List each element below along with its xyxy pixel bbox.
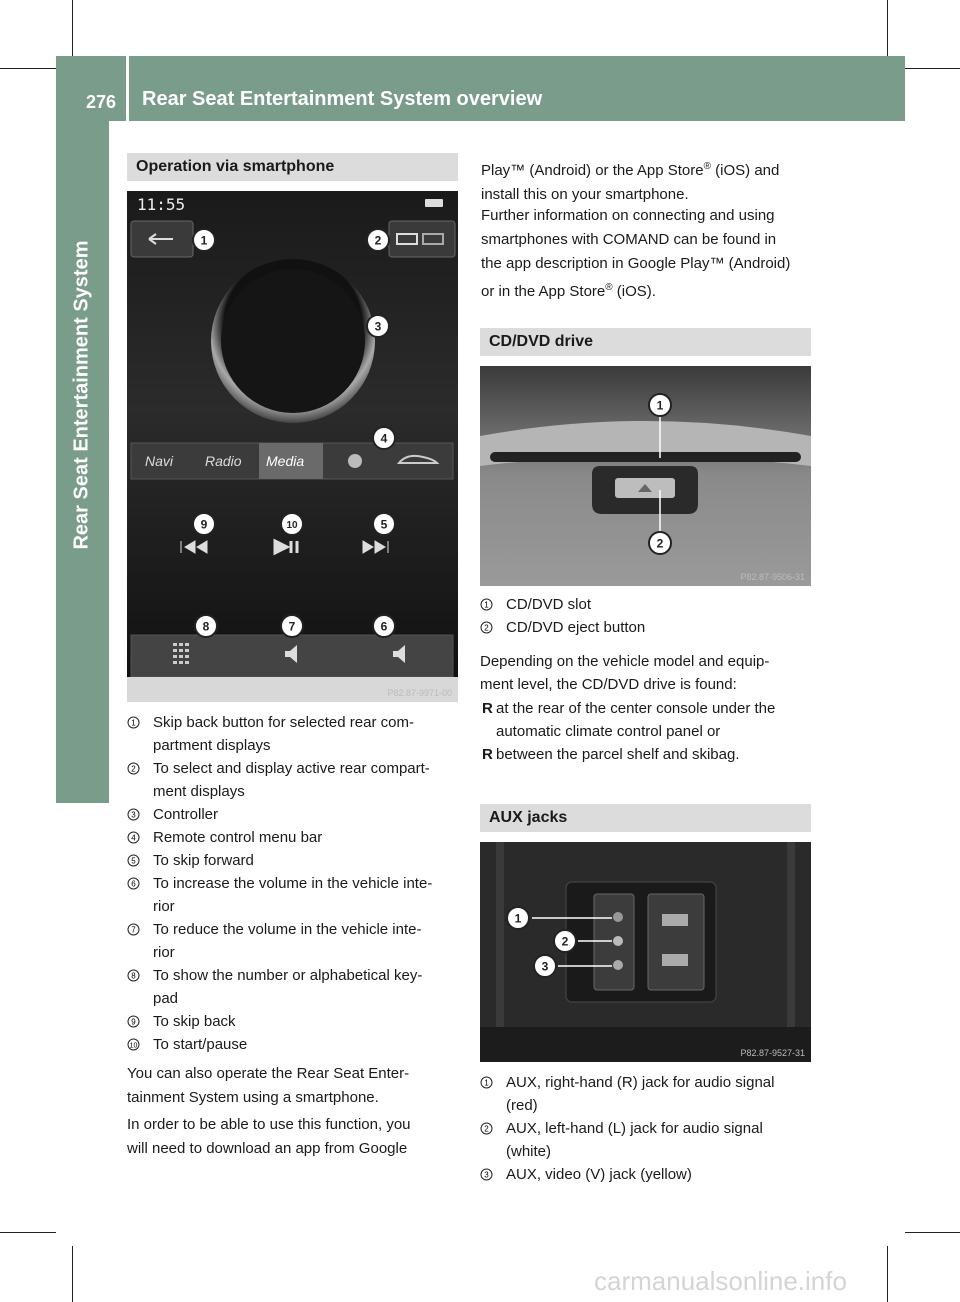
figure-id: P82.87-9527-31 <box>740 1048 805 1058</box>
list-item: 6 To increase the volume in the vehicle inte- rior <box>127 872 462 918</box>
paragraph-further-info: Further information on connecting and using smartphones with COMAND can be found in the app description in Google Play™ (Android) or in the App Store® (iOS). <box>481 207 791 300</box>
list-item: 8 To show the number or alphabetical key- pad <box>127 964 462 1010</box>
figure-callout <box>371 511 397 542</box>
svg-text:6: 6 <box>131 879 136 889</box>
legend-number-icon <box>127 1010 140 1028</box>
svg-text:1: 1 <box>484 1078 489 1088</box>
svg-text:7: 7 <box>131 925 136 935</box>
crop-mark <box>72 0 73 56</box>
clock-readout: 11:55 <box>137 195 186 214</box>
paragraph-cd-location: Depending on the vehicle model and equip- ment level, the CD/DVD drive is found: <box>480 653 770 693</box>
figure-callout <box>193 613 219 644</box>
legend-number-icon <box>127 757 140 775</box>
svg-text:2: 2 <box>484 623 489 633</box>
callout-number: 3 <box>541 959 549 974</box>
legend-number-icon <box>480 616 493 634</box>
figure-id: P82.87-9506-31 <box>740 572 805 582</box>
callout-number: 6 <box>380 619 388 634</box>
list-item: R at the rear of the center console under the automatic climate control panel or <box>482 700 776 740</box>
callout-number: 1 <box>200 233 208 248</box>
crop-mark <box>0 68 56 69</box>
figure-callout <box>365 313 391 344</box>
aux-figure <box>480 842 811 1062</box>
menu-label-radio: Radio <box>205 453 242 469</box>
figure-callout <box>371 425 397 456</box>
crop-mark <box>72 1246 73 1302</box>
svg-text:9: 9 <box>131 1017 136 1027</box>
figure-callout <box>279 613 305 644</box>
svg-text:10: 10 <box>129 1042 138 1050</box>
legend-number-icon <box>127 803 140 821</box>
figure-callout <box>191 511 217 542</box>
svg-text:5: 5 <box>131 856 136 866</box>
smartphone-legend <box>127 711 462 1056</box>
legend-number-icon <box>127 964 140 982</box>
legend-number-icon <box>127 711 140 729</box>
paragraph-app: In order to be able to use this function, you will need to download an app from Google <box>127 1116 411 1157</box>
list-item: 2 CD/DVD eject button <box>480 616 815 639</box>
section-heading-cd-dvd: CD/DVD drive <box>480 328 811 356</box>
callout-number: 1 <box>656 398 664 413</box>
callout-number: 2 <box>561 934 569 949</box>
list-item: 1 Skip back button for selected rear com- partment displays <box>127 711 462 757</box>
crop-mark <box>905 68 960 69</box>
cd-dvd-figure <box>480 366 811 586</box>
smartphone-figure <box>127 191 458 702</box>
section-heading-aux: AUX jacks <box>480 804 811 832</box>
aux-legend <box>480 1071 815 1186</box>
list-item: 9 To skip back <box>127 1010 462 1033</box>
paragraph-operate: You can also operate the Rear Seat Enter- tainment System using a smartphone. <box>127 1065 410 1106</box>
svg-text:8: 8 <box>131 971 136 981</box>
aux-illustration <box>480 842 811 1062</box>
list-item: 5 To skip forward <box>127 849 462 872</box>
svg-text:1: 1 <box>484 600 489 610</box>
legend-number-icon <box>480 593 493 611</box>
figure-callout <box>191 227 217 258</box>
legend-number-icon <box>480 1117 493 1135</box>
list-item: 4 Remote control menu bar <box>127 826 462 849</box>
figure-callout <box>371 613 397 644</box>
figure-id: P82.87-9971-00 <box>387 688 452 698</box>
callout-number: 2 <box>374 233 382 248</box>
callout-number: 4 <box>380 431 388 446</box>
svg-text:4: 4 <box>131 833 136 843</box>
legend-number-icon <box>480 1071 493 1089</box>
figure-callout <box>647 530 673 561</box>
legend-number-icon <box>127 918 140 936</box>
side-tab-title: Rear Seat Entertainment System <box>70 240 93 550</box>
legend-number-icon <box>127 872 140 890</box>
callout-number: 10 <box>286 520 298 531</box>
figure-callout <box>365 227 391 258</box>
list-item: 7 To reduce the volume in the vehicle inte- rior <box>127 918 462 964</box>
list-item: 3 AUX, video (V) jack (yellow) <box>480 1163 815 1186</box>
legend-number-icon <box>127 849 140 867</box>
svg-text:2: 2 <box>484 1124 489 1134</box>
callout-number: 2 <box>656 536 664 551</box>
watermark-link[interactable]: carmanualsonline.info <box>594 1266 847 1296</box>
cd-dvd-illustration <box>480 366 811 586</box>
callout-number: 8 <box>202 619 210 634</box>
menu-label-media: Media <box>266 453 305 469</box>
list-item: R between the parcel shelf and skibag. <box>482 746 740 763</box>
callout-number: 1 <box>514 911 522 926</box>
legend-number-icon <box>127 826 140 844</box>
figure-callout <box>532 953 558 984</box>
svg-text:3: 3 <box>484 1170 489 1180</box>
crop-mark <box>887 0 888 56</box>
callout-number: 7 <box>288 619 296 634</box>
figure-callout <box>279 511 305 542</box>
svg-text:3: 3 <box>131 810 136 820</box>
menu-label-navi: Navi <box>145 453 174 469</box>
side-tab-marker <box>56 751 109 803</box>
cd-location-bullets <box>480 697 815 766</box>
legend-number-icon <box>127 1033 140 1051</box>
list-item: 2 To select and display active rear compart- ment displays <box>127 757 462 803</box>
crop-mark <box>887 1246 888 1302</box>
crop-mark <box>0 1232 56 1233</box>
svg-text:1: 1 <box>131 718 136 728</box>
crop-mark <box>905 1232 960 1233</box>
svg-text:2: 2 <box>131 764 136 774</box>
callout-number: 3 <box>374 319 382 334</box>
cd-dvd-legend <box>480 593 815 639</box>
list-item: 10 To start/pause <box>127 1033 462 1056</box>
list-item: 1 AUX, right-hand (R) jack for audio signal (red) <box>480 1071 815 1117</box>
figure-callout <box>505 905 531 936</box>
section-heading-smartphone: Operation via smartphone <box>127 153 458 181</box>
header-divider <box>126 56 129 121</box>
page-title: Rear Seat Entertainment System overview <box>142 88 543 110</box>
paragraph-play-store: Play™ (Android) or the App Store® (iOS) and install this on your smartphone. <box>481 161 780 203</box>
callout-number: 5 <box>380 517 388 532</box>
list-item: 1 CD/DVD slot <box>480 593 815 616</box>
list-item: 3 Controller <box>127 803 462 826</box>
page-number: 276 <box>86 92 117 112</box>
legend-number-icon <box>480 1163 493 1181</box>
callout-number: 9 <box>200 517 208 532</box>
list-item: 2 AUX, left-hand (L) jack for audio signal (white) <box>480 1117 815 1163</box>
figure-callout <box>647 392 673 423</box>
